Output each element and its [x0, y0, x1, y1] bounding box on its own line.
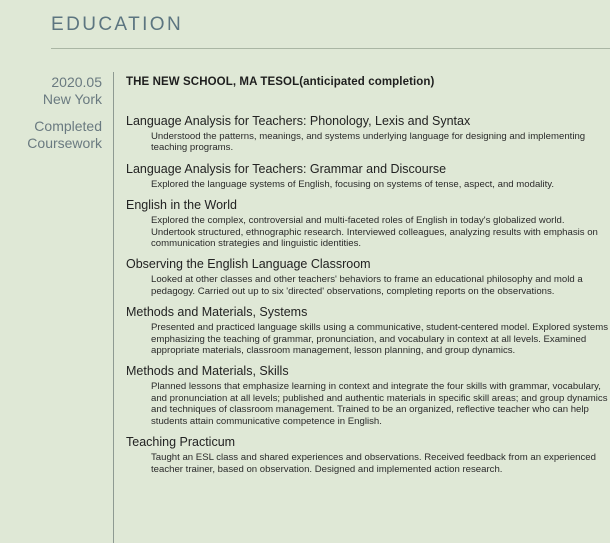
course-description: Explored the language systems of English, focusing on systems of tense, aspect, and modality. — [151, 178, 554, 190]
course-title: Methods and Materials, Systems — [126, 305, 308, 320]
course-item — [126, 364, 608, 427]
course-title: Language Analysis for Teachers: Phonology, Lexis and Syntax — [126, 114, 471, 128]
vertical-divider — [113, 72, 114, 543]
status-line-1: Completed — [34, 118, 102, 134]
course-item — [126, 305, 608, 356]
course-item — [126, 162, 608, 190]
course-item — [126, 435, 608, 475]
course-description: Understood the patterns, meanings, and systems underlying language for designing and implementing teaching programs. — [151, 131, 586, 154]
course-title: Observing the English Language Classroom — [126, 257, 371, 272]
course-item — [126, 198, 608, 249]
course-description: Looked at other classes and other teachers' behaviors to frame an educational philosophy and mold a pedagogy. Carried out up to six 'directed' observations, completing reports on the observations. — [151, 274, 583, 297]
location: New York — [42, 91, 102, 107]
status-line-2: Coursework — [27, 135, 102, 151]
left-column — [0, 74, 102, 152]
title-divider — [51, 48, 610, 49]
course-description: Explored the complex, controversial and multi-faceted roles of English in today's globalized world. Undertook structured, ethnographic research. Interviewed colleagues, analyzing results with emphasis on communication strategies and linguistic identities. — [151, 215, 598, 250]
course-description: Planned lessons that emphasize learning in context and integrate the four skills with grammar, vocabulary, and pronunciation at all levels; published and authentic materials in specific skill areas; and group dynamics and techniques of classroom management. Trained to be an organized, reflective teacher who can help students attain communicative competence in English. — [151, 381, 608, 427]
course-title: English in the World — [126, 198, 237, 213]
course-description: Taught an ESL class and shared experiences and observations. Received feedback from an experienced teacher trainer, based on observation. Designed and implemented action research. — [151, 452, 596, 475]
education-entry — [126, 76, 608, 483]
course-title: Language Analysis for Teachers: Grammar and Discourse — [126, 161, 447, 176]
course-description: Presented and practiced language skills using a communicative, student-centered model. Explored systems emphasizing the teaching of grammar, pronunciation, and vocabulary in context at all levels. Examined appropriate materials, classroom management, lesson planning, and group dynamics. — [151, 322, 609, 357]
course-title: Methods and Materials, Skills — [126, 364, 289, 379]
date: 2020.05 — [51, 74, 102, 90]
course-item — [126, 257, 608, 297]
course-item — [126, 114, 608, 154]
course-title: Teaching Practicum — [126, 435, 236, 450]
section-title: EDUCATION — [51, 14, 184, 35]
school-heading: THE NEW SCHOOL, MA TESOL(anticipated completion) — [126, 76, 435, 88]
